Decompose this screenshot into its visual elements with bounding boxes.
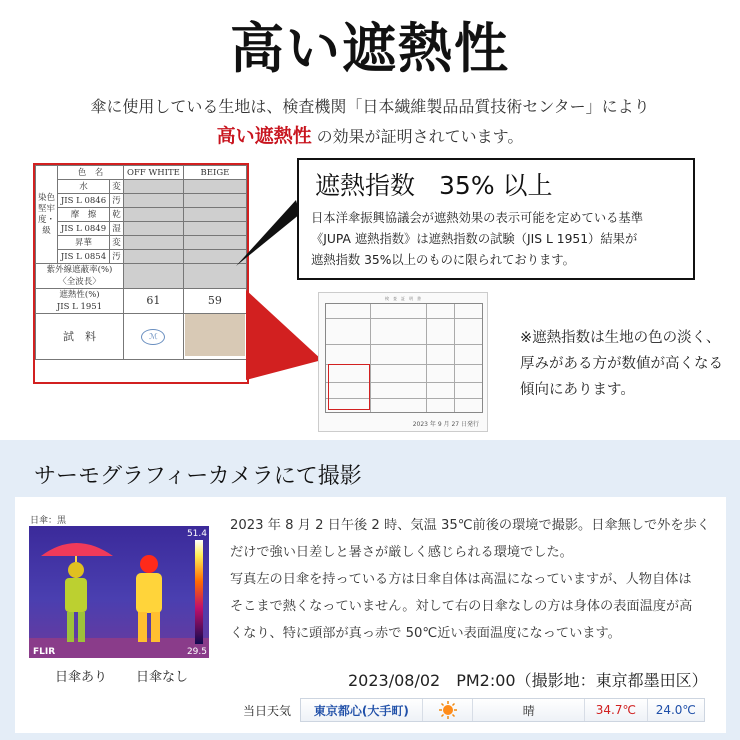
- weather-low-temp: 24.0℃: [655, 703, 696, 717]
- document-header: 検 査 証 明 書: [385, 296, 421, 301]
- test-sub: 変: [110, 180, 124, 194]
- test-sub: 変: [110, 236, 124, 250]
- weather-label: 当日天気: [243, 704, 292, 718]
- capture-datetime: 2023/08/02 PM2:00（撮影地：東京都墨田区）: [348, 671, 708, 690]
- description-line: くなり、特に頭部が真っ赤で 50℃近い表面温度になっています。: [230, 626, 621, 641]
- col-off-white: OFF WHITE: [124, 166, 184, 180]
- grid-line: [426, 304, 427, 412]
- intro-line-1: 傘に使用している生地は、検査機関「日本繊維製品品質技術センター」により: [90, 97, 650, 116]
- grid-line: [454, 304, 455, 412]
- section-title: サーモグラフィーカメラにて撮影: [34, 464, 362, 489]
- intro-emphasis: 高い遮熱性: [216, 125, 312, 147]
- page-title: 高い遮熱性: [230, 17, 510, 80]
- test-sub: 汚: [110, 194, 124, 208]
- heat-value-off-white: 61: [124, 289, 184, 314]
- flir-logo: FLIR: [33, 647, 56, 657]
- callout-heading-value: 35% 以上: [439, 171, 553, 200]
- note-line-1: ※遮熱指数は生地の色の淡く、: [520, 330, 721, 346]
- grid-line: [326, 344, 482, 345]
- heat-index-callout: [297, 158, 695, 280]
- right-person-leg: [151, 612, 160, 642]
- left-person-leg: [67, 612, 74, 642]
- uv-label: 紫外線遮蔽率(%) 〈全波長〉: [36, 264, 124, 289]
- weather-city: 東京都心(大手町): [301, 699, 423, 721]
- callout-heading: [315, 166, 681, 202]
- heat-index-note: [520, 325, 735, 403]
- document-date: 2023 年 9 月 27 日発行: [412, 421, 479, 428]
- description-line: だけで強い日差しと暑さが厳しく感じられる環境でした。: [230, 545, 573, 560]
- note-line-2: 厚みがある方が数値が高くなる: [520, 356, 723, 372]
- test-name: 水: [58, 180, 110, 194]
- callout-line-2: 《JUPA 遮熱指数》は遮熱指数の試験（JIS L 1951）結果が: [311, 232, 638, 246]
- test-sub: 湿: [110, 222, 124, 236]
- thermal-image: [29, 526, 209, 658]
- test-name: 摩 擦: [58, 208, 110, 222]
- right-person-body: [136, 573, 162, 613]
- temperature-scale: [195, 540, 203, 644]
- sun-icon: [437, 701, 459, 719]
- thermo-caption: 日傘：黒: [30, 516, 67, 526]
- document-grid: [325, 303, 483, 413]
- color-name-header: 色 名: [58, 166, 124, 180]
- intro-rest: の効果が証明されています。: [311, 127, 524, 146]
- scale-min: 29.5: [186, 647, 207, 657]
- weather-high-temp: 34.7℃: [585, 699, 647, 721]
- test-sub: 乾: [110, 208, 124, 222]
- left-person-leg: [78, 612, 85, 642]
- right-person-head: [140, 555, 158, 573]
- thermography-description: [230, 512, 710, 647]
- weather-bar: [300, 698, 705, 722]
- sample-label: 試 料: [36, 314, 124, 360]
- highlight-box: [328, 364, 370, 410]
- thermal-scene: [29, 526, 209, 658]
- note-line-3: 傾向にあります。: [520, 382, 635, 398]
- callout-line-3: 遮熱指数 35%以上のものに限られております。: [311, 253, 575, 267]
- heat-label: 遮熱性(%) JIS L 1951: [36, 289, 124, 314]
- callout-heading-label: 遮熱指数: [315, 171, 416, 200]
- label-with-umbrella: 日傘あり: [55, 670, 108, 685]
- test-name: 昇華: [58, 236, 110, 250]
- description-line: 写真左の日傘を持っている方は日傘自体は高温になっていますが、人物自体は: [230, 572, 692, 587]
- fabric-tag-icon: ℳ: [141, 329, 165, 345]
- scale-max: 51.4: [186, 529, 207, 539]
- description-line: そこまで熱くなっていません。対して右の日傘なしの方は身体の表面温度が高: [230, 599, 693, 614]
- weather-description: 晴: [473, 699, 585, 721]
- label-without-umbrella: 日傘なし: [136, 670, 189, 685]
- description-line: 2023 年 8 月 2 日午後 2 時、気温 35℃前後の環境で撮影。日傘無しで外を歩く: [230, 518, 710, 533]
- left-person-body: [65, 578, 87, 612]
- certificate-document-thumbnail: [318, 292, 488, 432]
- test-name: JIS L 0849: [58, 222, 110, 236]
- grid-line: [326, 318, 482, 319]
- test-name: JIS L 0846: [58, 194, 110, 208]
- grid-line: [370, 304, 371, 412]
- right-person-leg: [138, 612, 147, 642]
- weather-icon-cell: [423, 699, 474, 721]
- certificate-pointer: [246, 290, 322, 380]
- callout-line-1: 日本洋傘振興協議会が遮熱効果の表示可能を定めている基準: [311, 211, 644, 225]
- left-person-head: [68, 562, 84, 578]
- fastness-label: 染色堅牢度・級: [36, 166, 58, 264]
- col-beige: BEIGE: [183, 166, 246, 180]
- test-sub: 汚: [110, 250, 124, 264]
- heat-value-beige: 59: [183, 289, 246, 314]
- callout-pointer: [236, 200, 300, 266]
- thermal-ground: [29, 638, 209, 658]
- test-name: JIS L 0854: [58, 250, 110, 264]
